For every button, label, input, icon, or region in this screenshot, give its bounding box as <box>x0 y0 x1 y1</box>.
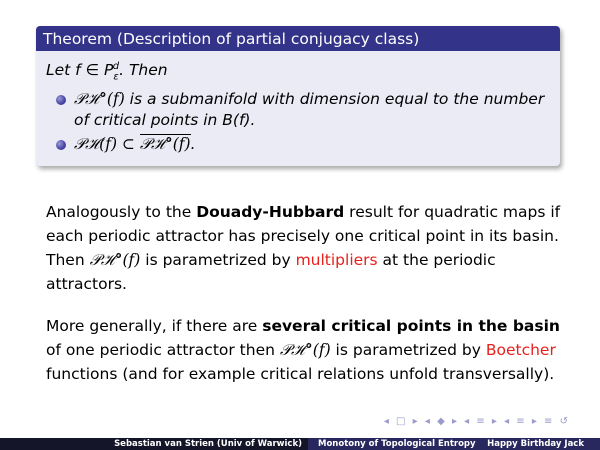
p1-red: multipliers <box>295 251 378 269</box>
navigation-controls[interactable]: ◂ □ ▸ ◂ ◆ ▸ ◂ ≡ ▸ ◂ ≡ ▸ ≡ ↺ <box>383 416 570 427</box>
bullet-item <box>46 134 552 155</box>
theorem-body <box>36 51 560 166</box>
p2-part4: functions (and for example critical relations unfold transversally). <box>46 365 555 383</box>
theorem-block <box>36 26 560 166</box>
footer-author: Sebastian van Strien (Univ of Warwick) <box>0 438 308 450</box>
lead-superscript: d <box>112 61 120 72</box>
p1-bold: Douady-Hubbard <box>196 203 345 221</box>
bullet-icon <box>56 140 66 150</box>
paragraph-2 <box>46 314 566 386</box>
footer-title: Monotony of Topological Entropy <box>318 439 476 449</box>
footer <box>0 438 600 450</box>
lead-end: . Then <box>119 61 168 80</box>
p2-part1: More generally, if there are <box>46 317 263 335</box>
bullet2-math-left: 𝒫ℋ(f) ⊂ <box>74 135 140 154</box>
bullet1-math: 𝒫ℋ°(f) <box>74 90 125 109</box>
main-text <box>46 200 566 404</box>
p1-part2: result for quadratic maps if each periodic attractor has precisely one critical point in its basin. Then <box>46 203 561 269</box>
paragraph-1 <box>46 200 566 296</box>
p2-part3: is parametrized by <box>330 341 486 359</box>
lead-subscript: ε <box>113 71 119 83</box>
footer-right <box>308 438 600 450</box>
p1-part4: at the periodic attractors. <box>46 251 496 293</box>
p1-math: 𝒫ℋ°(f) <box>89 251 141 269</box>
p2-red: Boetcher <box>485 341 556 359</box>
footer-event: Happy Birthday Jack <box>487 439 584 449</box>
p2-part2: of one periodic attractor then <box>46 341 280 359</box>
bullet1-text: is a submanifold with dimension equal to the number of critical points in B(f). <box>74 90 545 130</box>
p1-part3: is parametrized by <box>140 251 296 269</box>
p2-math: 𝒫ℋ°(f) <box>279 341 331 359</box>
theorem-bullets <box>46 89 552 155</box>
bullet-item <box>46 89 552 131</box>
theorem-title: Theorem (Description of partial conjugacy class) <box>36 26 560 51</box>
theorem-lead <box>46 56 552 87</box>
p1-part1: Analogously to the <box>46 203 197 221</box>
bullet2-end: . <box>190 135 196 154</box>
bullet-icon <box>56 95 66 105</box>
bullet2-math-closure: 𝒫ℋ°(f) <box>139 135 191 154</box>
lead-text: Let f ∈ P <box>46 61 114 80</box>
p2-bold: several critical points in the basin <box>262 317 560 335</box>
